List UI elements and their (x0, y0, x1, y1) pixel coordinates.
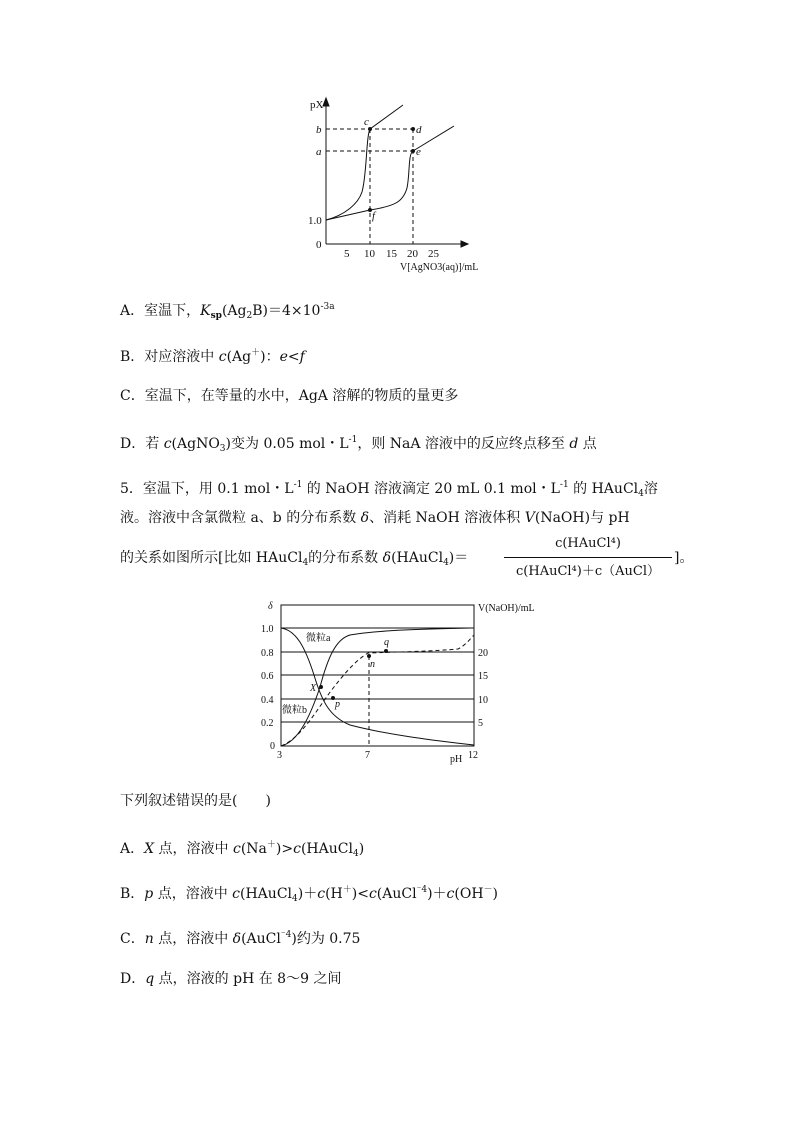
q5-option-c: C．n 点，溶液中 δ(AuCl$^{^-4}$)约为 0.75 (120, 930, 361, 947)
point-e: e (416, 146, 421, 158)
point-n: n (370, 659, 375, 670)
point-p: p (335, 699, 340, 710)
point-X: X (310, 683, 317, 694)
x-tick-12: 12 (468, 750, 478, 761)
q4-option-a: A．室温下，$K_{sp}(Ag_2B)=4\times 10^{-3a}$ (120, 302, 335, 321)
y-left-label: δ (268, 601, 273, 612)
q5-stem-end: ]。 (674, 550, 694, 566)
q5-option-a: A．X 点，溶液中 c(Na＋)>c(HAuCl$_4$) (120, 840, 365, 859)
point-f: f (372, 210, 376, 222)
q4-option-c: C．室温下，在等量的水中，AgA 溶解的物质的量更多 (120, 388, 459, 404)
y-right-tick-5: 5 (478, 718, 483, 729)
y-left-tick-04: 0.4 (261, 695, 274, 706)
y-left-tick-1: 1.0 (261, 624, 274, 635)
distribution-fraction: c(HAuCl⁴) c(HAuCl⁴)＋c（AuCl） (504, 536, 672, 580)
y-left-tick-0: 0 (270, 741, 275, 752)
x-tick-15: 15 (386, 248, 397, 260)
y-tick-b: b (316, 124, 322, 136)
x-tick-25: 25 (428, 248, 439, 260)
curve-label-a: 微粒a (306, 633, 331, 644)
y-axis-label: pX (310, 99, 324, 111)
x-tick-20: 20 (407, 248, 418, 260)
titration-figure-2 (258, 597, 548, 769)
point-q: q (384, 637, 389, 648)
x-tick-5: 5 (344, 248, 350, 260)
y-right-tick-15: 15 (478, 671, 488, 682)
y-left-tick-02: 0.2 (261, 718, 274, 729)
q5-option-d: D．q 点，溶液的 pH 在 8～9 之间 (120, 971, 342, 987)
y-tick-0: 0 (316, 239, 322, 251)
x-tick-10: 10 (364, 248, 375, 260)
q5-question: 下列叙述错误的是( ) (120, 793, 271, 809)
x-axis-label: pH (450, 754, 463, 765)
x-axis-label: V[AgNO3(aq)]/mL (400, 262, 479, 273)
titration-figure-1 (300, 92, 500, 276)
y-left-tick-08: 0.8 (261, 648, 274, 659)
x-tick-3: 3 (277, 750, 282, 761)
y-right-tick-10: 10 (478, 695, 488, 706)
point-d: d (416, 124, 422, 136)
q5-stem-line2: 液。溶液中含氯微粒 a、b 的分布系数 δ、消耗 NaOH 溶液体积 V(NaOH)与 pH (120, 510, 630, 526)
y-tick-1: 1.0 (308, 215, 322, 227)
y-right-label: V(NaOH)/mL (478, 603, 535, 614)
q4-option-d: D．若 c(AgNO$_3$)变为 0.05 mol・$L^{-1}$，则 NaA 溶液中的反应终点移至 d 点 (120, 435, 597, 454)
q4-option-b: B．对应溶液中 c(Ag＋)：e<f (120, 348, 305, 365)
curve-label-b: 微粒b (282, 705, 307, 716)
q5-option-b: B．p 点，溶液中 c(HAuCl$_4$)＋c(H＋)<c(AuCl$^{^-4}$)＋c(OH－) (120, 885, 499, 904)
y-left-tick-06: 0.6 (261, 671, 274, 682)
y-right-tick-20: 20 (478, 648, 488, 659)
q5-stem-line1: 5．室温下，用 0.1 mol・$L^{-1}$ 的 NaOH 溶液滴定 20 mL 0.1 mol・$L^{-1}$ 的 HAuCl$_4$溶 (120, 480, 658, 499)
point-c: c (364, 116, 369, 128)
x-tick-7: 7 (365, 750, 370, 761)
q5-stem-line3: 的关系如图所示[比如 HAuCl$_4$的分布系数 δ(HAuCl$_4$)＝ (120, 550, 469, 568)
y-tick-a: a (316, 146, 322, 158)
